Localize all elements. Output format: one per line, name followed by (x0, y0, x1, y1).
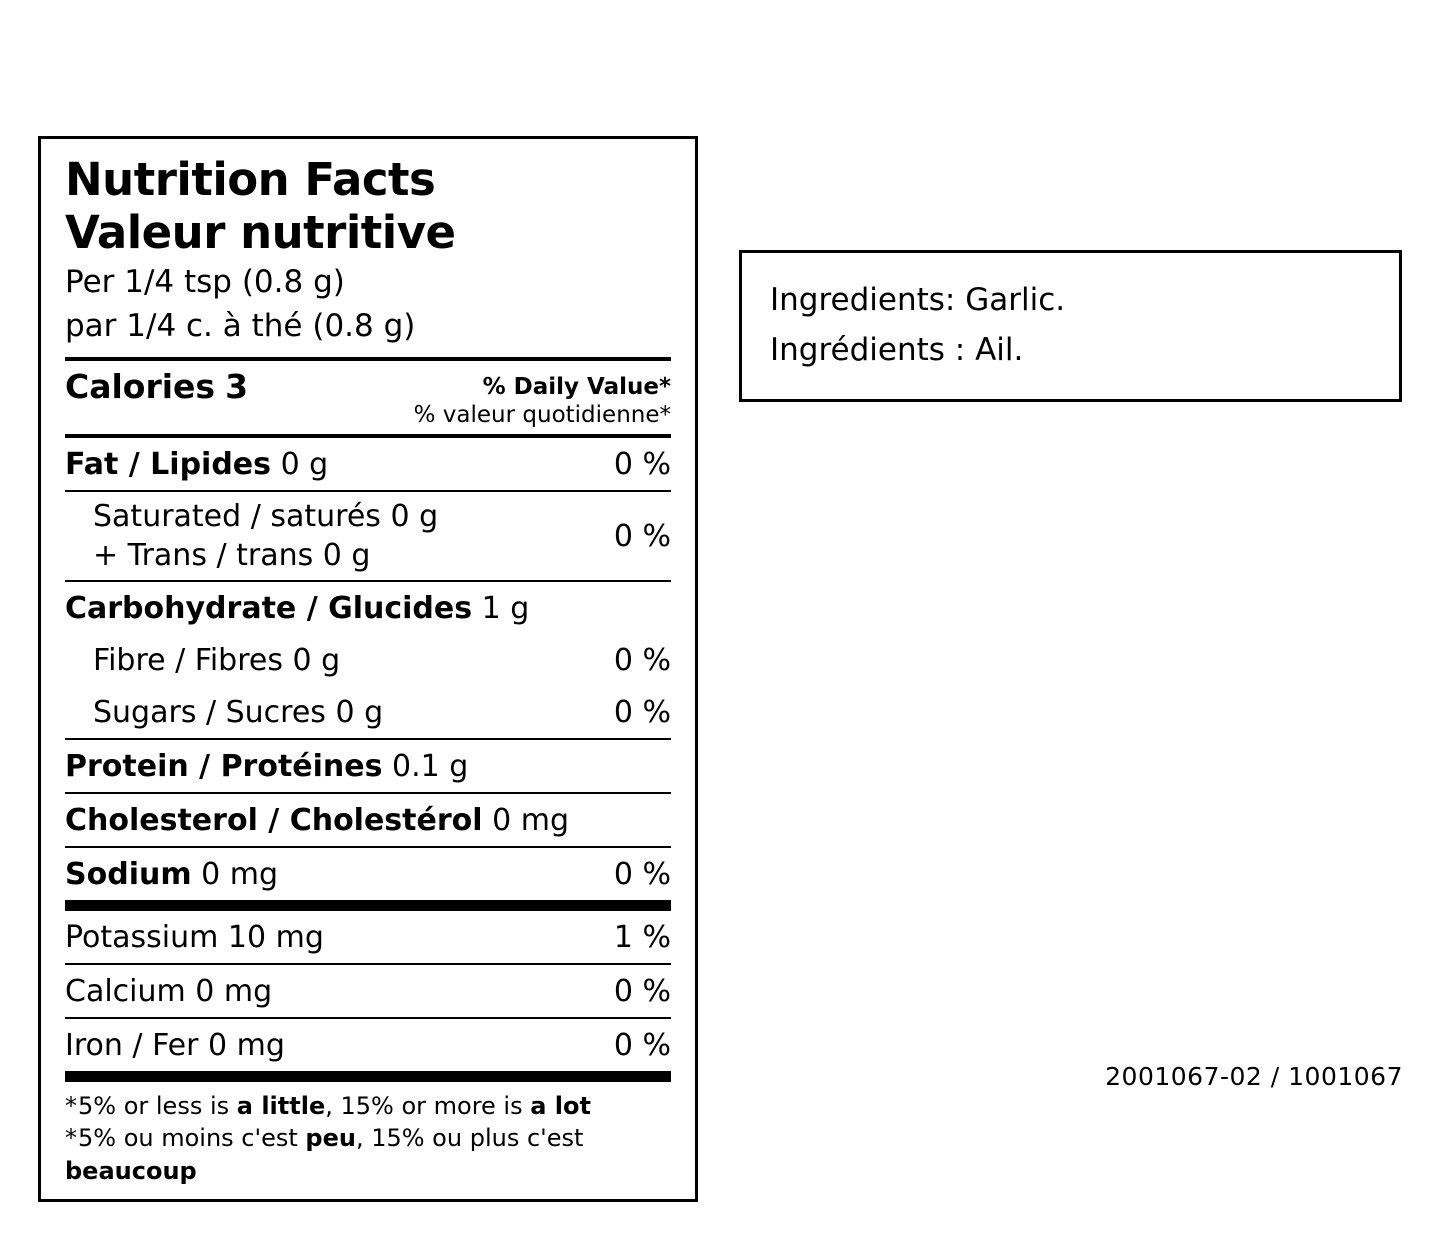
table-row-fibre (65, 634, 671, 686)
footnote-fr-part1: 5% ou moins c'est (78, 1124, 306, 1153)
footnote-en-part2: , 15% or more is (325, 1092, 531, 1121)
nutrition-facts-panel (38, 136, 698, 1202)
table-row-carbohydrate (65, 582, 671, 634)
row-label-carbohydrate (65, 589, 671, 628)
row-label-protein (65, 747, 671, 786)
row-label-protein-amount: 0.1 g (392, 749, 469, 785)
row-label-sugars: Sugars / Sucres 0 g (93, 695, 384, 731)
row-label-cholesterol-amount: 0 mg (492, 803, 569, 839)
ingredients-box (739, 250, 1402, 402)
row-label-saturated: Saturated / saturés 0 g (93, 499, 439, 535)
daily-value-en: % Daily Value* (482, 373, 671, 400)
table-row-saturated-trans (65, 492, 671, 580)
footnote-fr-star: * (65, 1124, 78, 1153)
row-dv-iron: 0 % (613, 1028, 671, 1064)
row-label-saturated-group (65, 497, 438, 575)
daily-value-fr: % valeur quotidienne* (413, 402, 671, 429)
table-row-protein (65, 740, 671, 792)
footnote-en-part1: 5% or less is (78, 1092, 237, 1121)
row-dv-sugars: 0 % (613, 695, 671, 731)
ingredients-line-en (770, 275, 1371, 325)
row-dv-saturated-trans: 0 % (613, 518, 671, 554)
calories-row (65, 361, 671, 435)
divider-sodium-thick (65, 900, 671, 911)
nutrition-facts-title-en: Nutrition Facts (65, 153, 436, 206)
row-dv-fat: 0 % (613, 447, 671, 483)
table-row-sodium (65, 848, 671, 900)
row-label-protein-bold: Protein / Protéines (65, 749, 383, 785)
footnote-en-bold1: a little (236, 1092, 326, 1121)
product-code: 2001067-02 / 1001067 (1105, 1062, 1403, 1091)
row-dv-sodium: 0 % (613, 857, 671, 893)
row-label-calcium: Calcium 0 mg (65, 974, 273, 1010)
ingredients-value-fr: Ail. (975, 332, 1024, 369)
footnote-fr (65, 1122, 671, 1187)
calories-value: 3 (225, 366, 249, 406)
table-row-cholesterol (65, 794, 671, 846)
footnote-fr-part2: , 15% ou plus c'est (355, 1124, 584, 1153)
row-label-cholesterol (65, 801, 671, 840)
row-label-sodium-bold: Sodium (65, 857, 192, 893)
table-row-potassium (65, 911, 671, 963)
row-label-fat-amount: 0 g (280, 447, 329, 483)
serving-size-fr: par 1/4 c. à thé (0.8 g) (65, 307, 416, 344)
row-label-carbohydrate-bold: Carbohydrate / Glucides (65, 591, 473, 627)
footnote-en-star: * (65, 1092, 78, 1121)
row-label-iron: Iron / Fer 0 mg (65, 1028, 285, 1064)
row-dv-calcium: 0 % (613, 974, 671, 1010)
divider-bottom-thick (65, 1071, 671, 1082)
calories-label: Calories (65, 366, 216, 406)
calories-label-group (65, 367, 248, 406)
row-label-fibre: Fibre / Fibres 0 g (93, 643, 341, 679)
row-label-cholesterol-bold: Cholesterol / Cholestérol (65, 803, 483, 839)
footnote-fr-bold2: beaucoup (65, 1156, 197, 1185)
table-row-calcium (65, 965, 671, 1017)
footnote (65, 1082, 671, 1187)
ingredients-value-en: Garlic. (965, 282, 1066, 318)
table-row-iron (65, 1019, 671, 1071)
ingredients-label-fr: Ingrédients : (770, 332, 966, 369)
row-label-carbohydrate-amount: 1 g (481, 591, 530, 627)
ingredients-label-en: Ingredients: (770, 282, 956, 318)
row-label-fat-bold: Fat / Lipides (65, 447, 272, 483)
daily-value-header (414, 367, 671, 431)
row-label-potassium: Potassium 10 mg (65, 920, 324, 956)
footnote-fr-bold1: peu (305, 1124, 356, 1153)
serving-size-en: Per 1/4 tsp (0.8 g) (65, 264, 345, 301)
row-label-trans: + Trans / trans 0 g (93, 538, 371, 574)
row-dv-potassium: 1 % (613, 920, 671, 956)
row-dv-fibre: 0 % (613, 643, 671, 679)
table-row-fat (65, 438, 671, 490)
table-row-sugars (65, 686, 671, 738)
row-label-fat (65, 445, 614, 484)
nutrition-facts-title-fr: Valeur nutritive (65, 206, 456, 260)
row-label-sodium (65, 855, 614, 894)
ingredients-line-fr (770, 325, 1371, 375)
footnote-en (65, 1090, 671, 1122)
row-label-sodium-amount: 0 mg (201, 857, 279, 893)
footnote-en-bold2: a lot (530, 1092, 591, 1121)
